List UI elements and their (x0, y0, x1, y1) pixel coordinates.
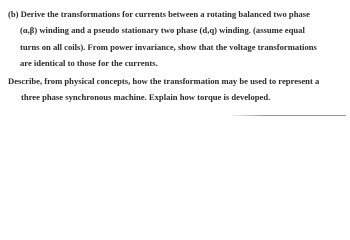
question-line-5: Describe, from physical concepts, how the transformation may be used to represent a (8, 76, 320, 86)
question-line-3: turns on all coils). From power invariance, show that the voltage transformations (20, 42, 317, 52)
question-line-4: are identical to those for the currents. (20, 58, 158, 68)
divider-rule (228, 115, 346, 116)
question-line-1: (b) Derive the transformations for currents between a rotating balanced two phase (8, 9, 310, 19)
question-line-2: (α,β) winding and a pseudo stationary two phase (d,q) winding. (assume equal (20, 25, 305, 35)
question-line-6: three phase synchronous machine. Explain how torque is developed. (21, 92, 271, 102)
